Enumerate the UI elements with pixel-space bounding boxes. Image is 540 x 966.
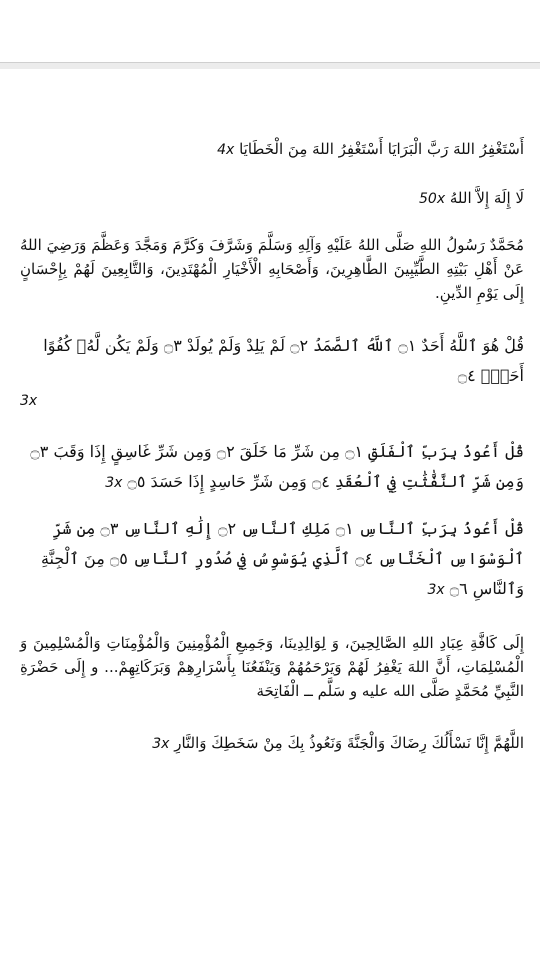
top-bar bbox=[0, 0, 540, 63]
closing-dua-count: 3x bbox=[152, 736, 170, 752]
nas-text: قُلْ أَعُوذُ بِرَبِّ ٱلنَّاسِ ۝١ مَلِكِ ٱلنَّاسِ ۝٢ إِلَٰهِ ٱلنَّاسِ ۝٣ مِن شَرِّ ٱلْوَسْوَاسِ ٱلْخَنَّاسِ ۝٤ ٱلَّذِي يُوَسْوِسُ فِي صُدُورِ ٱلنَّاسِ ۝٥ مِنَ ٱلْجِنَّةِ وَٱلنَّاسِ ۝٦ bbox=[40, 519, 524, 598]
closing-dua-text: اللَّهُمَّ إِنَّا نَسْأَلُكَ رِضَاكَ وَالْجَنَّةَ وَنَعُوذُ بِكَ مِنْ سَخَطِكَ وَالنَّارِ bbox=[174, 734, 524, 752]
nas-count: 3x bbox=[427, 582, 445, 598]
ikhlas-count: 3x bbox=[20, 393, 38, 409]
tahlil-line bbox=[20, 186, 524, 211]
surah-falaq bbox=[20, 437, 524, 498]
istighfar-count: 4x bbox=[217, 142, 235, 158]
surah-ikhlas: قُلْ هُوَ ٱللَّهُ أَحَدٌ ۝١ ٱللَّهُ ٱلصَّمَدُ ۝٢ لَمْ يَلِدْ وَلَمْ يُولَدْ ۝٣ وَلَمْ يَكُن لَّهُۥ كُفُوًا أَحَدٌۢ ۝٤ bbox=[43, 336, 524, 385]
closing-dua-line bbox=[20, 731, 524, 756]
tahlil-text: لَا إِلَهَ إِلاَّ اللهُ bbox=[449, 189, 524, 207]
document-content bbox=[20, 131, 524, 756]
surah-nas bbox=[20, 514, 524, 605]
istighfar-text: أَسْتَغْفِرُ اللهَ رَبَّ الْبَرَايَا أَسْتَغْفِرُ اللهَ مِنَ الْخَطَايَا bbox=[239, 140, 524, 158]
falaq-text: قُلْ أَعُوذُ بِرَبِّ ٱلْفَلَقِ ۝١ مِن شَرِّ مَا خَلَقَ ۝٢ وَمِن شَرِّ غَاسِقٍ إِذَا وَقَبَ ۝٣ وَمِن شَرِّ ٱلنَّفَّٰثَٰتِ فِي ٱلْعُقَدِ ۝٤ وَمِن شَرِّ حَاسِدٍ إِذَا حَسَدَ ۝٥ bbox=[30, 442, 524, 491]
dua-paragraph: إِلَى كَافَّةِ عِبَادِ اللهِ الصَّالِحِينَ، وَ لِوَالِدِينَا، وَجَمِيعِ الْمُؤْمِنِينَ وَالْمُؤْمِنَاتِ وَالْمُسْلِمِينَ وَ الْمُسْلِمَاتِ، أَنَّ اللهَ يَغْفِرُ لَهُمْ وَيَرْحَمُهُمْ وَيَنْفَعُنَا بِأَسْرَارِهِمْ وَبَرَكَاتِهِمْ... و إِلَى حَضْرَةِ النَّبِيِّ مُحَمَّدٍ صَلَّى الله عليه و سَلَّم ــ الْفَاتِحَة bbox=[20, 634, 524, 700]
tahlil-count: 50x bbox=[419, 191, 446, 207]
istighfar-line bbox=[20, 137, 524, 162]
salawat-paragraph: مُحَمَّدٌ رَسُولُ اللهِ صَلَّى اللهُ عَلَيْهِ وَآلِهِ وَسَلَّمَ وَشَرَّفَ وَكَرَّمَ وَمَجَّدَ وَعَظَّمَ وَرَضِيَ اللهُ عَنْ أَهْلِ بَيْتِهِ الطَّيِّبِينَ الطَّاهِرِينَ، وَأَصْحَابِهِ الْأَخْيَارِ الْمُهْتَدِينَ، وَالتَّابِعِينَ لَهُمْ بِإِحْسَانٍ إِلَى يَوْمِ الدِّينِ. bbox=[20, 236, 524, 302]
falaq-count: 3x bbox=[105, 475, 123, 491]
document-page bbox=[0, 63, 540, 966]
